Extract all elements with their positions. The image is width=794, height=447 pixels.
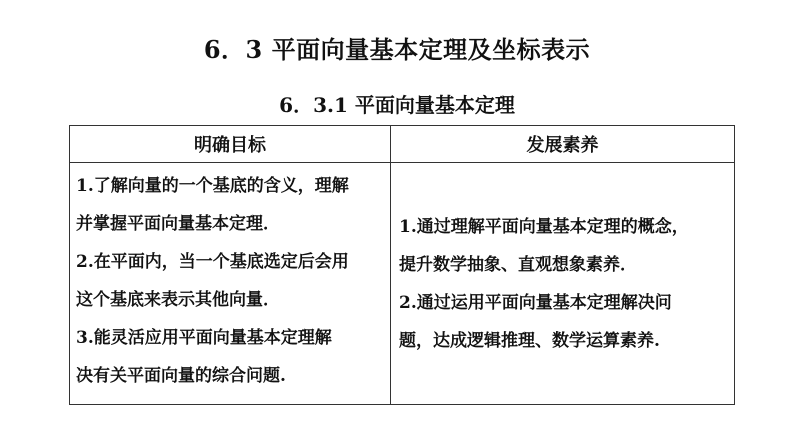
literacy-item-1-line-1: 1.通过理解平面向量基本定理的概念， <box>399 216 689 237</box>
goal-item-1-line-1: 1.了解向量的一个基底的含义，理解 <box>76 176 349 196</box>
goal-item-3-line-1: 3.能灵活应用平面向量基本定理解 <box>76 328 332 348</box>
goals-cell <box>70 163 391 405</box>
goal-item-2-line-1: 2.在平面内，当一个基底选定后会用 <box>76 252 349 272</box>
section-title: 6．3 平面向量基本定理及坐标表示 <box>203 35 591 64</box>
literacy-item-2-line-2: 题，达成逻辑推理、数学运算素养. <box>399 330 660 351</box>
subsection-title: 6．3.1 平面向量基本定理 <box>279 93 515 117</box>
header-literacy: 发展素养 <box>391 126 735 163</box>
literacy-item-1-line-2: 提升数学抽象、直观想象素养． <box>399 254 637 275</box>
goal-item-3-line-2: 决有关平面向量的综合问题. <box>76 366 286 386</box>
table-header-row <box>70 126 735 163</box>
literacy-item-2-line-1: 2.通过运用平面向量基本定理解决问 <box>399 292 672 313</box>
objectives-table <box>69 125 735 405</box>
goal-item-1-line-2: 并掌握平面向量基本定理． <box>76 214 280 234</box>
literacy-cell <box>391 163 735 405</box>
table-body-row <box>70 163 735 405</box>
goal-item-2-line-2: 这个基底来表示其他向量． <box>76 290 280 310</box>
header-goals: 明确目标 <box>70 126 391 163</box>
